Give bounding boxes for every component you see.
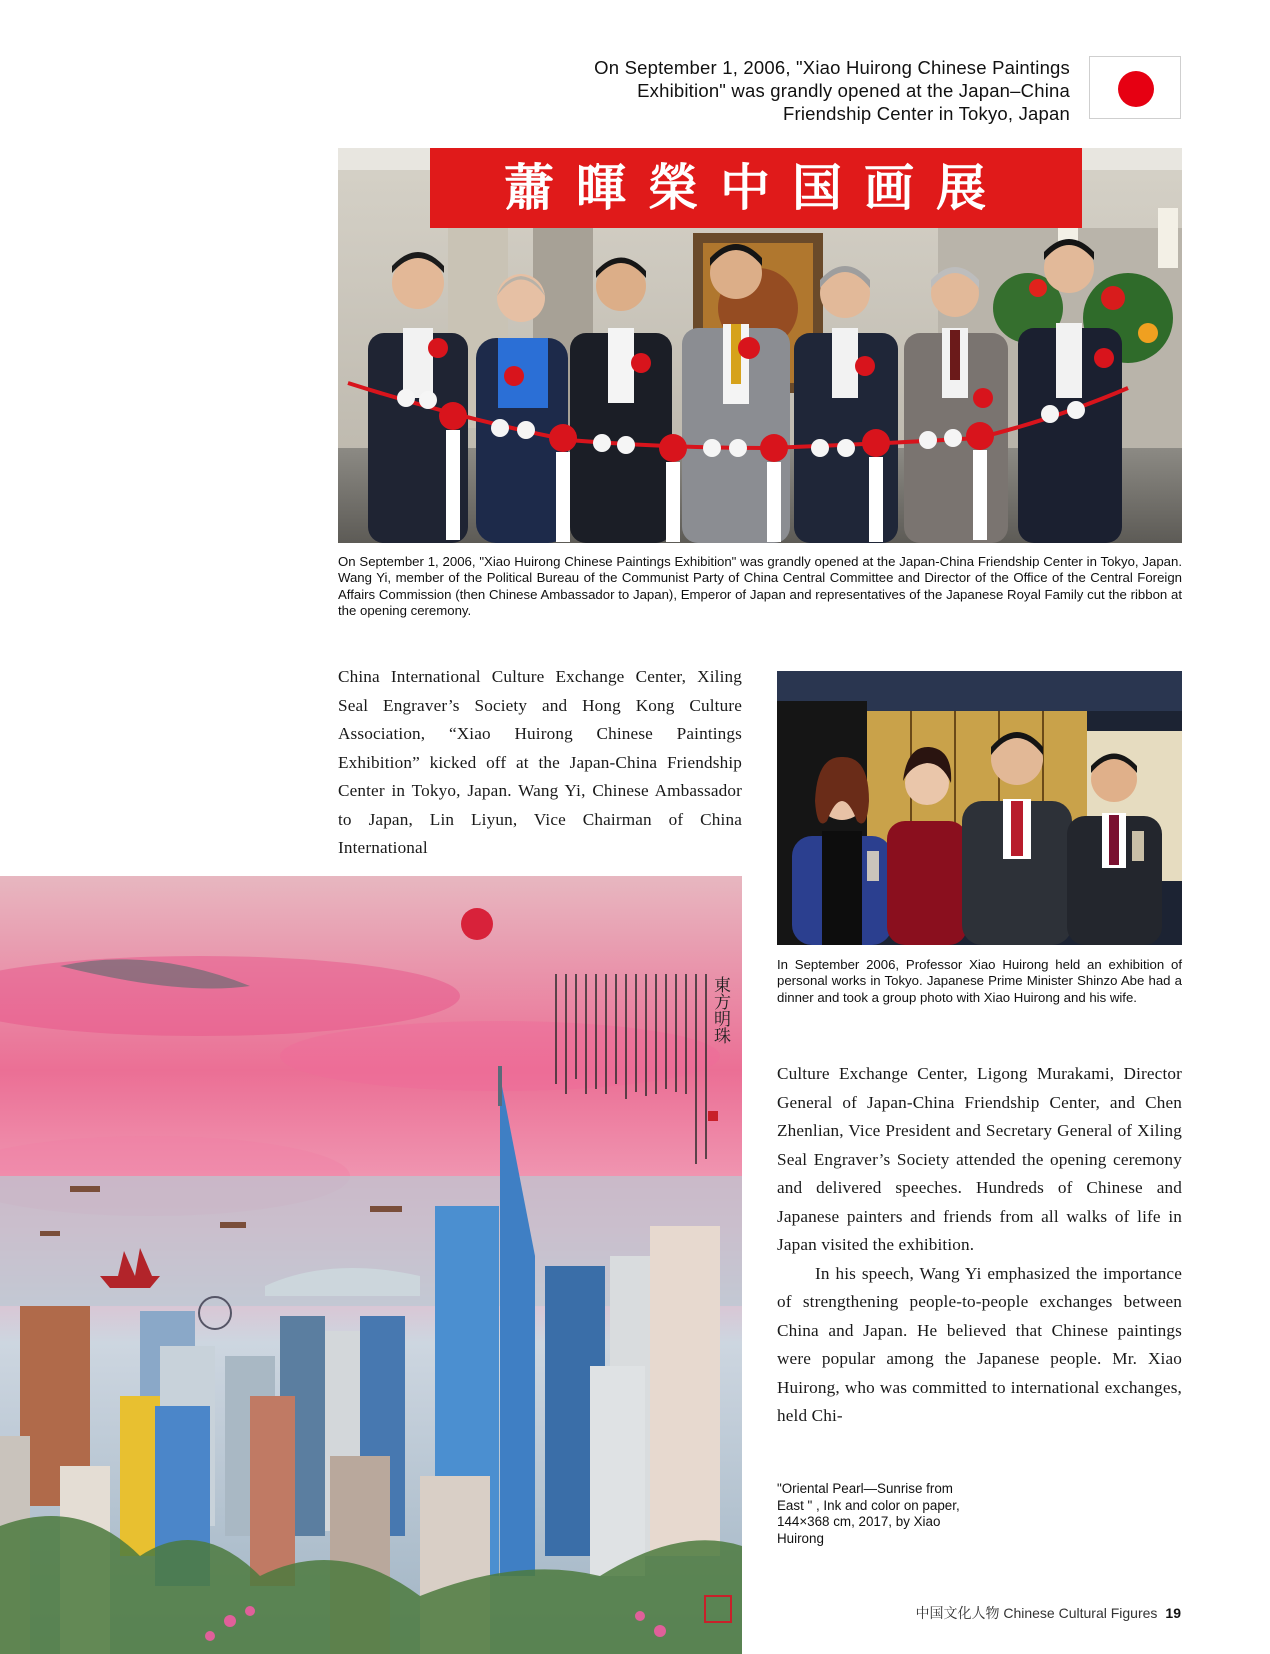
article-paragraph-1: China International Culture Exchange Center, Xiling Seal Engraver’s Society and Hong Kong Culture Association, “Xiao Huirong Chinese Paintings Exhibition” kicked off at the Japan-China Friendship Center in Tokyo, Japan. Wang Yi, Chinese Ambassador to Japan, Lin Liyun, Vice Chairman of China International (338, 667, 742, 857)
page-number: 19 (1165, 1605, 1181, 1621)
header-line-2: Exhibition" was grandly opened at the Japan–China (637, 80, 1070, 101)
oriental-pearl-painting (0, 876, 742, 1654)
page-footer (900, 1603, 1181, 1623)
article-column-1 (338, 663, 742, 863)
article-column-2 (777, 1060, 1182, 1431)
header-line-3: Friendship Center in Tokyo, Japan (783, 103, 1070, 124)
ribbon-cutting-photo (338, 148, 1182, 543)
ribbon-cutting-illustration (338, 148, 1182, 543)
painting-illustration (0, 876, 742, 1654)
article-paragraph-2: Culture Exchange Center, Ligong Murakami, Director General of Japan-China Friendship Center, and Chen Zhenlian, Vice President and Secretary General of Xiling Seal Engraver’s Society attended the opening ceremony and delivered speeches. Hundreds of Chinese and Japanese painters and friends from all walks of life in Japan visited the exhibition. (777, 1064, 1182, 1254)
article-paragraph-3: In his speech, Wang Yi emphasized the importance of strengthening people-to-people exchanges between China and Japan. He believed that Chinese paintings were popular among the Japanese people. Mr. Xiao Huirong, who was committed to international exchanges, held Chi- (777, 1263, 1182, 1425)
painting-title-calligraphy: 東方明珠 (710, 976, 730, 1044)
photo2-caption: In September 2006, Professor Xiao Huirong held an exhibition of personal works in Tokyo. Japanese Prime Minister Shinzo Abe had a dinner and took a group photo with Xiao Huirong and his wife. (777, 957, 1182, 1005)
japan-flag-icon (1089, 56, 1181, 119)
header-caption (560, 56, 1070, 125)
dinner-group-photo (777, 671, 1182, 945)
magazine-title: 中国文化人物 Chinese Cultural Figures (915, 1605, 1158, 1621)
photo1-caption: On September 1, 2006, "Xiao Huirong Chinese Paintings Exhibition" was grandly opened at the Japan-China Friendship Center in Tokyo, Japan. Wang Yi, member of the Political Bureau of the Communist Party of China Central Committee and Director of the Office of the Central Foreign Affairs Commission (then Chinese Ambassador to Japan), Emperor of Japan and representatives of the Japanese Royal Family cut the ribbon at the opening ceremony. (338, 554, 1182, 619)
painting-caption: "Oriental Pearl—Sunrise from East " , Ink and color on paper, 144×368 cm, 2017, by Xiao Huirong (777, 1481, 960, 1546)
banner-text: 蕭暉榮中国画展 (504, 159, 1008, 217)
header-line-1: On September 1, 2006, "Xiao Huirong Chinese Paintings (594, 57, 1070, 78)
dinner-illustration (777, 671, 1182, 945)
flag-sun (1118, 71, 1154, 107)
painting-sun (461, 908, 493, 940)
